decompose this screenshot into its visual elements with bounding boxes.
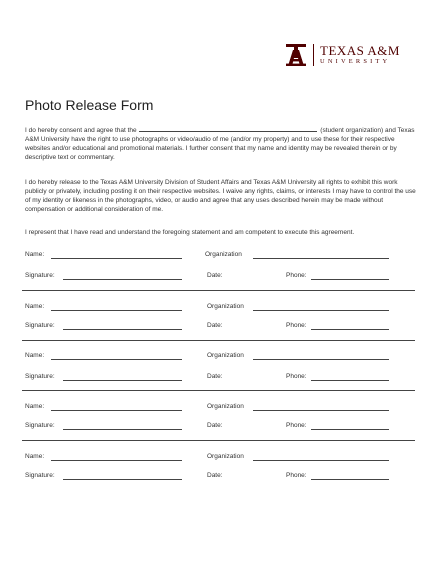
release-paragraph: I do hereby release to the Texas A&M University Division of Student Affairs and Texas A&M University all rights to exhibit this work publicly or privately, including posting it on their respective websites. I waive any rights, claims, or interests I may have to control the use of my identity or likeness in the photographs, video, or audio and agree that any uses described herein may be made without compensation or additional consideration of me. bbox=[25, 179, 416, 214]
name-label: Name: bbox=[25, 251, 45, 258]
organization-label: Organization bbox=[205, 251, 242, 258]
date-label: Date: bbox=[207, 422, 223, 429]
name-field[interactable] bbox=[51, 410, 182, 411]
organization-field[interactable] bbox=[253, 359, 389, 360]
representation-paragraph: I represent that I have read and understand the foregoing statement and am competent to execute this agreement. bbox=[25, 229, 355, 236]
signature-field[interactable] bbox=[63, 329, 182, 330]
signature-field[interactable] bbox=[63, 279, 182, 280]
date-label: Date: bbox=[207, 472, 223, 479]
university-logo bbox=[286, 43, 400, 67]
organization-label: Organization bbox=[207, 453, 244, 460]
logo-separator bbox=[313, 44, 314, 66]
organization-field[interactable] bbox=[253, 310, 389, 311]
date-label: Date: bbox=[207, 322, 223, 329]
name-field[interactable] bbox=[51, 310, 182, 311]
phone-field[interactable] bbox=[311, 479, 389, 480]
signature-label: Signature: bbox=[25, 422, 55, 429]
section-divider bbox=[22, 390, 415, 391]
name-label: Name: bbox=[25, 352, 45, 359]
logo-wordmark-line2: UNIVERSITY bbox=[320, 58, 391, 65]
phone-field[interactable] bbox=[311, 329, 389, 330]
date-label: Date: bbox=[207, 373, 223, 380]
atm-logo-icon bbox=[286, 44, 306, 66]
phone-label: Phone: bbox=[286, 373, 307, 380]
consent-text-after: (student organization) and Texas A&M University have the right to use photographs or video/audio of me (and/or my property) and to use these for their respective websites and/or educational and promotional materials. I further consent that my name and identity may be revealed therein or by descriptive text or commentary. bbox=[25, 127, 415, 162]
phone-field[interactable] bbox=[311, 279, 389, 280]
name-field[interactable] bbox=[51, 460, 182, 461]
logo-wordmark-line1: TEXAS A&M bbox=[320, 43, 400, 58]
organization-label: Organization bbox=[207, 403, 244, 410]
organization-field[interactable] bbox=[253, 410, 389, 411]
student-organization-blank[interactable] bbox=[139, 126, 317, 132]
phone-label: Phone: bbox=[286, 472, 307, 479]
name-label: Name: bbox=[25, 453, 45, 460]
phone-field[interactable] bbox=[311, 380, 389, 381]
signature-field[interactable] bbox=[63, 380, 182, 381]
organization-field[interactable] bbox=[253, 258, 389, 259]
page-title: Photo Release Form bbox=[25, 97, 154, 113]
logo-wordmark bbox=[320, 44, 400, 66]
section-divider bbox=[22, 340, 415, 341]
organization-label: Organization bbox=[207, 352, 244, 359]
organization-label: Organization bbox=[207, 303, 244, 310]
signature-label: Signature: bbox=[25, 322, 55, 329]
name-label: Name: bbox=[25, 303, 45, 310]
signature-label: Signature: bbox=[25, 472, 55, 479]
signature-field[interactable] bbox=[63, 479, 182, 480]
section-divider bbox=[22, 290, 415, 291]
section-divider bbox=[22, 440, 415, 441]
date-label: Date: bbox=[207, 272, 223, 279]
consent-paragraph bbox=[25, 126, 420, 162]
consent-text-before: I do hereby consent and agree that the bbox=[25, 127, 137, 134]
name-field[interactable] bbox=[51, 258, 182, 259]
name-label: Name: bbox=[25, 403, 45, 410]
signature-label: Signature: bbox=[25, 272, 55, 279]
phone-label: Phone: bbox=[286, 422, 307, 429]
signature-label: Signature: bbox=[25, 373, 55, 380]
signature-field[interactable] bbox=[63, 429, 182, 430]
name-field[interactable] bbox=[51, 359, 182, 360]
organization-field[interactable] bbox=[253, 460, 389, 461]
phone-label: Phone: bbox=[286, 272, 307, 279]
phone-label: Phone: bbox=[286, 322, 307, 329]
phone-field[interactable] bbox=[311, 429, 389, 430]
